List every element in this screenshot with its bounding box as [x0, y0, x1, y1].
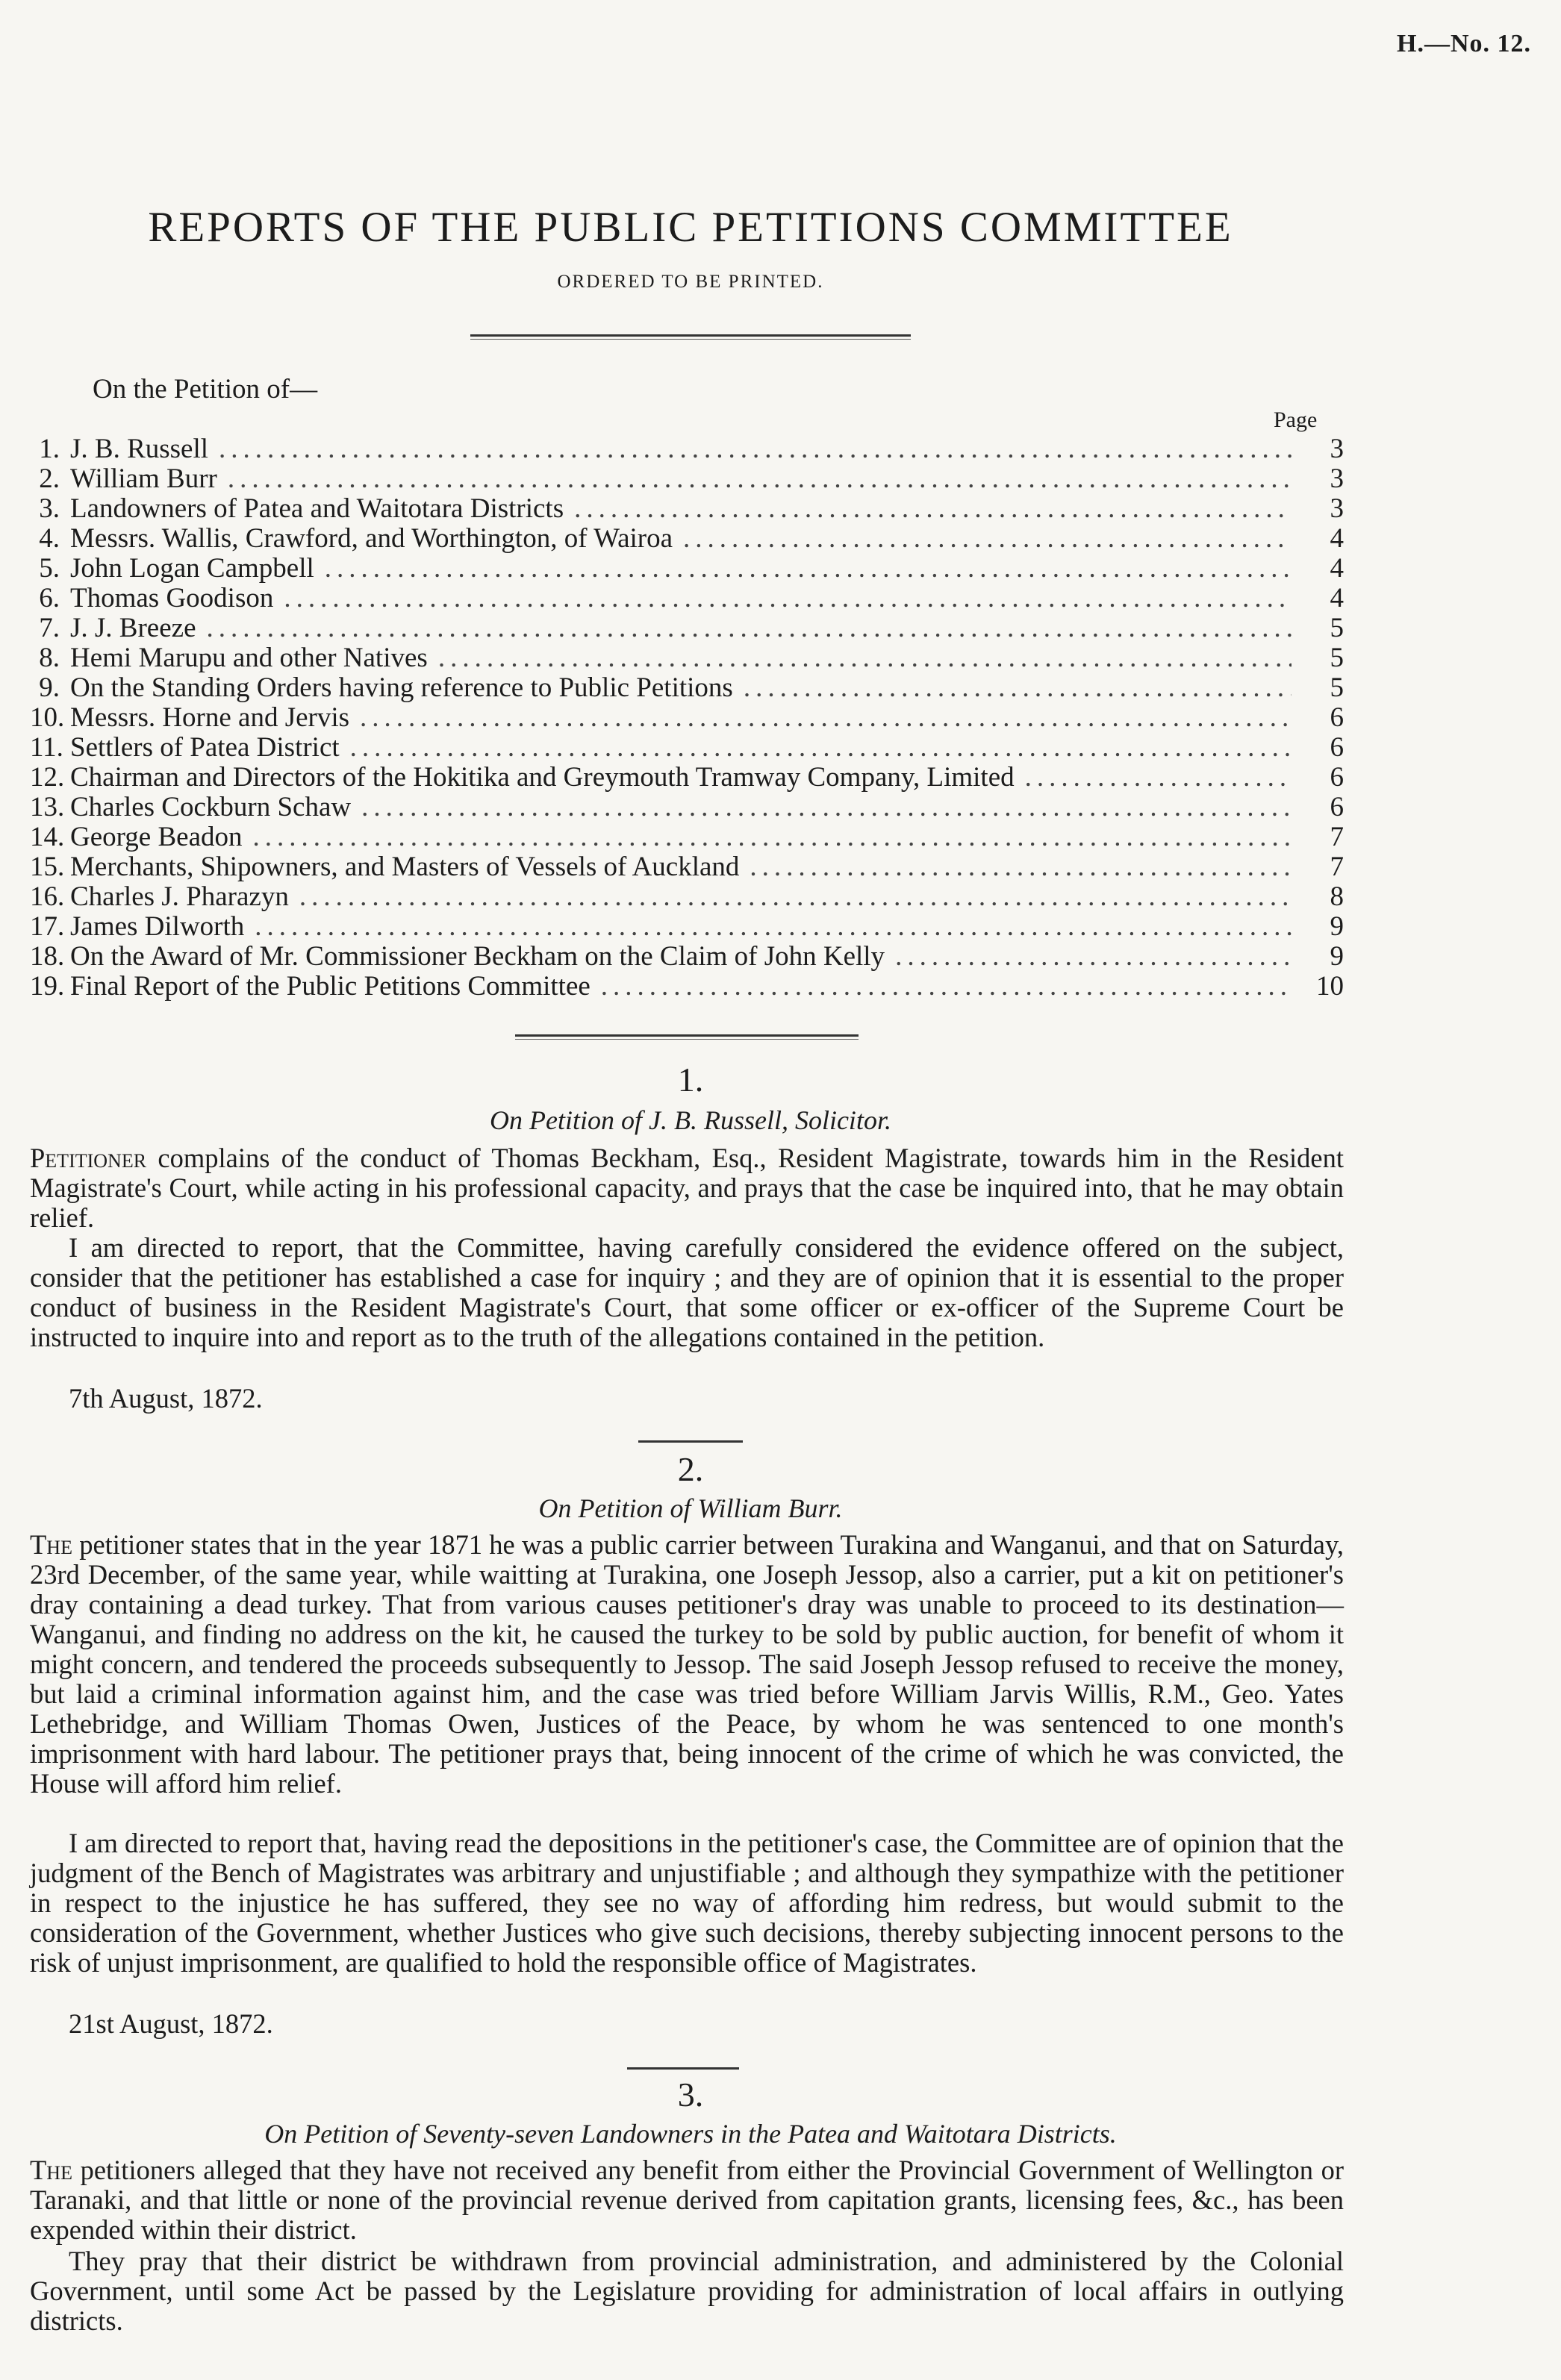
- toc-leader: [255, 912, 1292, 942]
- section-3-lead: The: [30, 2155, 72, 2185]
- toc-leader: [574, 494, 1292, 524]
- toc-number: 13.: [30, 792, 65, 822]
- toc-page: 5: [1330, 613, 1344, 643]
- toc-number: 8.: [39, 643, 60, 673]
- toc-page: 10: [1316, 971, 1344, 1002]
- toc-title: William Burr: [70, 463, 217, 494]
- toc-page: 4: [1330, 523, 1344, 554]
- toc-page-label: Page: [1274, 407, 1318, 432]
- toc-title: Charles Cockburn Schaw: [70, 792, 352, 822]
- section-1-lead: Petitioner: [30, 1143, 147, 1173]
- document-reference: H.—No. 12.: [1397, 30, 1531, 57]
- toc-number: 5.: [39, 553, 60, 584]
- toc-number: 1.: [39, 434, 60, 464]
- toc-leader: [361, 793, 1292, 822]
- toc-leader: [228, 464, 1292, 494]
- section-2-heading: On Petition of William Burr.: [538, 1493, 843, 1523]
- toc-page: 4: [1330, 583, 1344, 613]
- toc-number: 18.: [30, 941, 65, 972]
- section-divider: [627, 2067, 739, 2070]
- section-1-text: complains of the conduct of Thomas Beckham, Esq., Resident Magistrate, towards him in the Resident Magistrate's Court, while acting in his professional capacity, and prays that the case be inquired into, that he may obtain relief.: [30, 1143, 1344, 1233]
- toc-leader: [325, 554, 1292, 584]
- toc-row: [30, 494, 1344, 524]
- toc-title: Chairman and Directors of the Hokitika and Greymouth Tramway Company, Limited: [70, 762, 1015, 793]
- toc-title: On the Standing Orders having reference to Public Petitions: [70, 672, 733, 703]
- toc-row: [30, 882, 1344, 912]
- toc-row: [30, 972, 1344, 1002]
- toc-row: [30, 912, 1344, 942]
- toc-number: 17.: [30, 911, 65, 942]
- section-1-date: 7th August, 1872.: [69, 1383, 263, 1414]
- section-3-paragraph-2: They pray that their district be withdrawn from provincial administration, and administered by the Colonial Government, until some Act be passed by the Legislature providing for administration of local affairs in outlying districts.: [30, 2246, 1344, 2336]
- table-of-contents: [30, 434, 1344, 1002]
- document-title: REPORTS OF THE PUBLIC PETITIONS COMMITTEE: [148, 204, 1233, 251]
- section-1-paragraph-1: [30, 1143, 1344, 1233]
- toc-number: 9.: [39, 672, 60, 703]
- toc-divider: [515, 1034, 859, 1040]
- toc-number: 16.: [30, 881, 65, 912]
- toc-row: [30, 673, 1344, 703]
- toc-page: 6: [1330, 732, 1344, 763]
- toc-page: 6: [1330, 792, 1344, 822]
- section-2-date: 21st August, 1872.: [69, 2008, 273, 2039]
- toc-leader: [284, 584, 1292, 613]
- toc-number: 19.: [30, 971, 65, 1002]
- section-2-paragraph-1: [30, 1530, 1344, 1799]
- toc-title: John Logan Campbell: [70, 553, 314, 584]
- toc-number: 3.: [39, 493, 60, 524]
- toc-title: Charles J. Pharazyn: [70, 881, 289, 912]
- section-3-paragraph-1: [30, 2155, 1344, 2245]
- toc-leader: [601, 972, 1292, 1002]
- toc-leader: [350, 733, 1292, 763]
- toc-leader: [895, 942, 1292, 972]
- toc-leader: [360, 703, 1292, 733]
- toc-number: 15.: [30, 852, 65, 882]
- toc-title: Thomas Goodison: [70, 583, 274, 613]
- toc-title: Merchants, Shipowners, and Masters of Vessels of Auckland: [70, 852, 740, 882]
- toc-row: [30, 763, 1344, 793]
- toc-leader: [299, 882, 1292, 912]
- toc-row: [30, 942, 1344, 972]
- toc-page: 6: [1330, 702, 1344, 733]
- toc-page: 5: [1330, 643, 1344, 673]
- toc-title: On the Award of Mr. Commissioner Beckham on the Claim of John Kelly: [70, 941, 885, 972]
- toc-number: 2.: [39, 463, 60, 494]
- toc-leader: [438, 643, 1292, 673]
- toc-page: 3: [1330, 434, 1344, 464]
- toc-number: 11.: [30, 732, 63, 763]
- toc-row: [30, 643, 1344, 673]
- toc-number: 12.: [30, 762, 65, 793]
- toc-leader: [207, 613, 1292, 643]
- toc-page: 9: [1330, 911, 1344, 942]
- toc-row: [30, 852, 1344, 882]
- toc-leader: [1025, 763, 1292, 793]
- section-1-paragraph-2: I am directed to report, that the Committee, having carefully considered the evidence offered on the subject, consider that the petitioner has established a case for inquiry ; and they are of opinion that it is essential to the proper conduct of business in the Resident Magistrate's Court, that some officer or ex-officer of the Supreme Court be instructed to inquire into and report as to the truth of the allegations contained in the petition.: [30, 1232, 1344, 1352]
- section-3-text: petitioners alleged that they have not received any benefit from either the Provincial Government of Wellington or Taranaki, and that little or none of the provincial revenue derived from capitation grants, licensing fees, &c., has been expended within their district.: [30, 2155, 1344, 2245]
- toc-page: 6: [1330, 762, 1344, 793]
- toc-leader: [683, 524, 1292, 554]
- toc-title: Landowners of Patea and Waitotara Districts: [70, 493, 564, 524]
- toc-page: 3: [1330, 463, 1344, 494]
- toc-number: 4.: [39, 523, 60, 554]
- toc-page: 3: [1330, 493, 1344, 524]
- title-divider: [470, 334, 911, 340]
- section-2-text: petitioner states that in the year 1871 he was a public carrier between Turakina and Wanganui, and that on Saturday, 23rd December, of the same year, while waitting at Turakina, one Joseph Jessop, also a carrier, put a kit on petitioner's dray containing a dead turkey. That from various causes petitioner's dray was unable to proceed to its destination—Wanganui, and finding no address on the kit, he caused the turkey to be sold by public auction, for benefit of whom it might concern, and tendered the proceeds subsequently to Jessop. The said Joseph Jessop refused to receive the money, but laid a criminal information against him, and the case was tried before William Jarvis Willis, R.M., Geo. Yates Lethebridge, and William Thomas Owen, Justices of the Peace, by whom he was sentenced to one month's imprisonment with hard labour. The petitioner prays that, being innocent of the crime of which he was convicted, the House will afford him relief.: [30, 1529, 1344, 1799]
- section-divider: [638, 1440, 743, 1443]
- toc-leader: [750, 852, 1292, 882]
- toc-row: [30, 434, 1344, 464]
- toc-row: [30, 584, 1344, 613]
- toc-page: 7: [1330, 822, 1344, 852]
- section-1-heading: On Petition of J. B. Russell, Solicitor.: [490, 1105, 891, 1135]
- toc-title: Messrs. Wallis, Crawford, and Worthington, of Wairoa: [70, 523, 673, 554]
- toc-row: [30, 703, 1344, 733]
- toc-row: [30, 793, 1344, 822]
- section-1-number: 1.: [677, 1061, 704, 1099]
- toc-page: 8: [1330, 881, 1344, 912]
- toc-title: J. J. Breeze: [70, 613, 196, 643]
- toc-title: J. B. Russell: [70, 434, 209, 464]
- section-3-heading: On Petition of Seventy-seven Landowners in the Patea and Waitotara Districts.: [264, 2119, 1117, 2149]
- toc-title: Hemi Marupu and other Natives: [70, 643, 428, 673]
- toc-intro: On the Petition of—: [93, 374, 318, 405]
- toc-title: James Dilworth: [70, 911, 245, 942]
- document-subtitle: ORDERED TO BE PRINTED.: [557, 272, 824, 292]
- toc-number: 10.: [30, 702, 65, 733]
- toc-leader: [219, 434, 1292, 464]
- toc-number: 7.: [39, 613, 60, 643]
- toc-title: George Beadon: [70, 822, 243, 852]
- toc-leader: [744, 673, 1292, 703]
- toc-page: 9: [1330, 941, 1344, 972]
- toc-number: 6.: [39, 583, 60, 613]
- toc-page: 5: [1330, 672, 1344, 703]
- section-2-lead: The: [30, 1529, 72, 1560]
- toc-page: 4: [1330, 553, 1344, 584]
- toc-page: 7: [1330, 852, 1344, 882]
- section-2-number: 2.: [677, 1450, 704, 1488]
- section-2-paragraph-2: I am directed to report that, having read the depositions in the petitioner's case, the Committee are of opinion that the judgment of the Bench of Magistrates was arbitrary and unjustifiable ; and although they sympathize with the petitioner in respect to the injustice he has suffered, they see no way of affording him redress, but would submit to the consideration of the Government, whether Justices who give such decisions, thereby subjecting innocent persons to the risk of unjust imprisonment, are qualified to hold the responsible office of Magistrates.: [30, 1828, 1344, 1978]
- toc-row: [30, 613, 1344, 643]
- toc-row: [30, 554, 1344, 584]
- toc-leader: [253, 822, 1292, 852]
- toc-number: 14.: [30, 822, 65, 852]
- toc-row: [30, 464, 1344, 494]
- toc-title: Messrs. Horne and Jervis: [70, 702, 350, 733]
- section-3-number: 3.: [677, 2076, 704, 2114]
- toc-title: Final Report of the Public Petitions Committee: [70, 971, 591, 1002]
- toc-row: [30, 524, 1344, 554]
- toc-row: [30, 733, 1344, 763]
- toc-row: [30, 822, 1344, 852]
- toc-title: Settlers of Patea District: [70, 732, 340, 763]
